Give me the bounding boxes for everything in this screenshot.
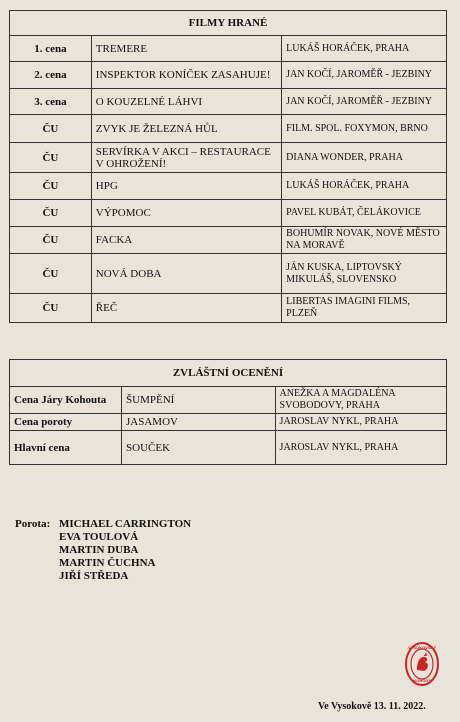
place-cell: ČU: [10, 200, 92, 227]
film-title-cell: JASAMOV: [122, 414, 276, 431]
table-row: [10, 115, 447, 143]
film-title-cell: INSPEKTOR KONÍČEK ZASAHUJE!: [91, 62, 281, 89]
jury-member: MARTIN ČUCHNA: [59, 557, 156, 569]
film-title-cell: SERVÍRKA V AKCI – RESTAURACE V OHROŽENÍ!: [91, 143, 281, 173]
jury-member: JIŘÍ STŘEDA: [59, 570, 129, 582]
film-title-cell: TREMERE: [91, 36, 281, 62]
svg-text:VYSOKOVSKÝ: VYSOKOVSKÝ: [407, 645, 437, 650]
author-cell: PAVEL KUBÁT, ČELÁKOVICE: [282, 200, 447, 227]
table-row: [10, 431, 447, 465]
place-cell: 3. cena: [10, 89, 92, 115]
place-cell: ČU: [10, 294, 92, 323]
table-row: [10, 89, 447, 115]
table-row: [10, 294, 447, 323]
place-cell: ČU: [10, 143, 92, 173]
award-name-cell: Hlavní cena: [10, 431, 122, 465]
author-cell: JÁN KUSKA, LIPTOVSKÝ MIKULÁŠ, SLOVENSKO: [282, 254, 447, 294]
award-name-cell: Cena poroty: [10, 414, 122, 431]
jury-member: MICHAEL CARRINGTON: [59, 518, 192, 530]
place-date-line: Ve Vysokově 13. 11. 2022.: [318, 701, 426, 712]
author-cell: FILM. SPOL. FOXYMON, BRNO: [282, 115, 447, 143]
author-cell: JAN KOČÍ, JAROMĚŘ - JEZBINY: [282, 62, 447, 89]
author-cell: LIBERTAS IMAGINI FILMS, PLZEŇ: [282, 294, 447, 323]
author-cell: DIANA WONDER, PRAHA: [282, 143, 447, 173]
author-cell: JAROSLAV NYKL, PRAHA: [275, 431, 446, 465]
author-cell: JAN KOČÍ, JAROMĚŘ - JEZBINY: [282, 89, 447, 115]
table-row: [10, 414, 447, 431]
place-cell: ČU: [10, 227, 92, 254]
place-cell: ČU: [10, 254, 92, 294]
author-cell: LUKÁŠ HORÁČEK, PRAHA: [282, 173, 447, 200]
table-row: [10, 173, 447, 200]
author-cell: ANEŽKA A MAGDALÉNA SVOBODOVY, PRAHA: [275, 387, 446, 414]
films-table-title: FILMY HRANÉ: [10, 11, 447, 36]
table-row: [10, 254, 447, 294]
place-cell: ČU: [10, 115, 92, 143]
author-cell: BOHUMÍR NOVAK, NOVÉ MĚSTO NA MORAVĚ: [282, 227, 447, 254]
jury-section: [15, 518, 191, 583]
award-name-cell: Cena Járy Kohouta: [10, 387, 122, 414]
place-cell: 1. cena: [10, 36, 92, 62]
jury-label: Porota:: [15, 518, 51, 530]
film-title-cell: VÝPOMOC: [91, 200, 281, 227]
film-title-cell: NOVÁ DOBA: [91, 254, 281, 294]
film-title-cell: FACKA: [91, 227, 281, 254]
table-row: [10, 36, 447, 62]
table-row: [10, 62, 447, 89]
vysokovsky-kohout-seal-icon: [405, 642, 439, 686]
author-cell: JAROSLAV NYKL, PRAHA: [275, 414, 446, 431]
svg-text:KOHOUT: KOHOUT: [413, 678, 431, 683]
film-title-cell: HPG: [91, 173, 281, 200]
film-title-cell: ŠUMPĚNÍ: [122, 387, 276, 414]
film-title-cell: ŘEČ: [91, 294, 281, 323]
place-cell: ČU: [10, 173, 92, 200]
films-table: [9, 10, 447, 323]
table-row: [10, 387, 447, 414]
film-title-cell: ZVYK JE ŽELEZNÁ HŮL: [91, 115, 281, 143]
seal-graphic: [405, 642, 439, 686]
special-awards-title: ZVLÁŠTNÍ OCENĚNÍ: [10, 360, 447, 387]
place-cell: 2. cena: [10, 62, 92, 89]
table-row: [10, 200, 447, 227]
film-title-cell: SOUČEK: [122, 431, 276, 465]
table-row: [10, 227, 447, 254]
special-awards-table: [9, 359, 447, 465]
jury-member: EVA TOULOVÁ: [59, 531, 139, 543]
table-row: [10, 143, 447, 173]
jury-members: [59, 518, 191, 583]
film-title-cell: O KOUZELNÉ LÁHVI: [91, 89, 281, 115]
author-cell: LUKÁŠ HORÁČEK, PRAHA: [282, 36, 447, 62]
jury-member: MARTIN DUBA: [59, 544, 139, 556]
